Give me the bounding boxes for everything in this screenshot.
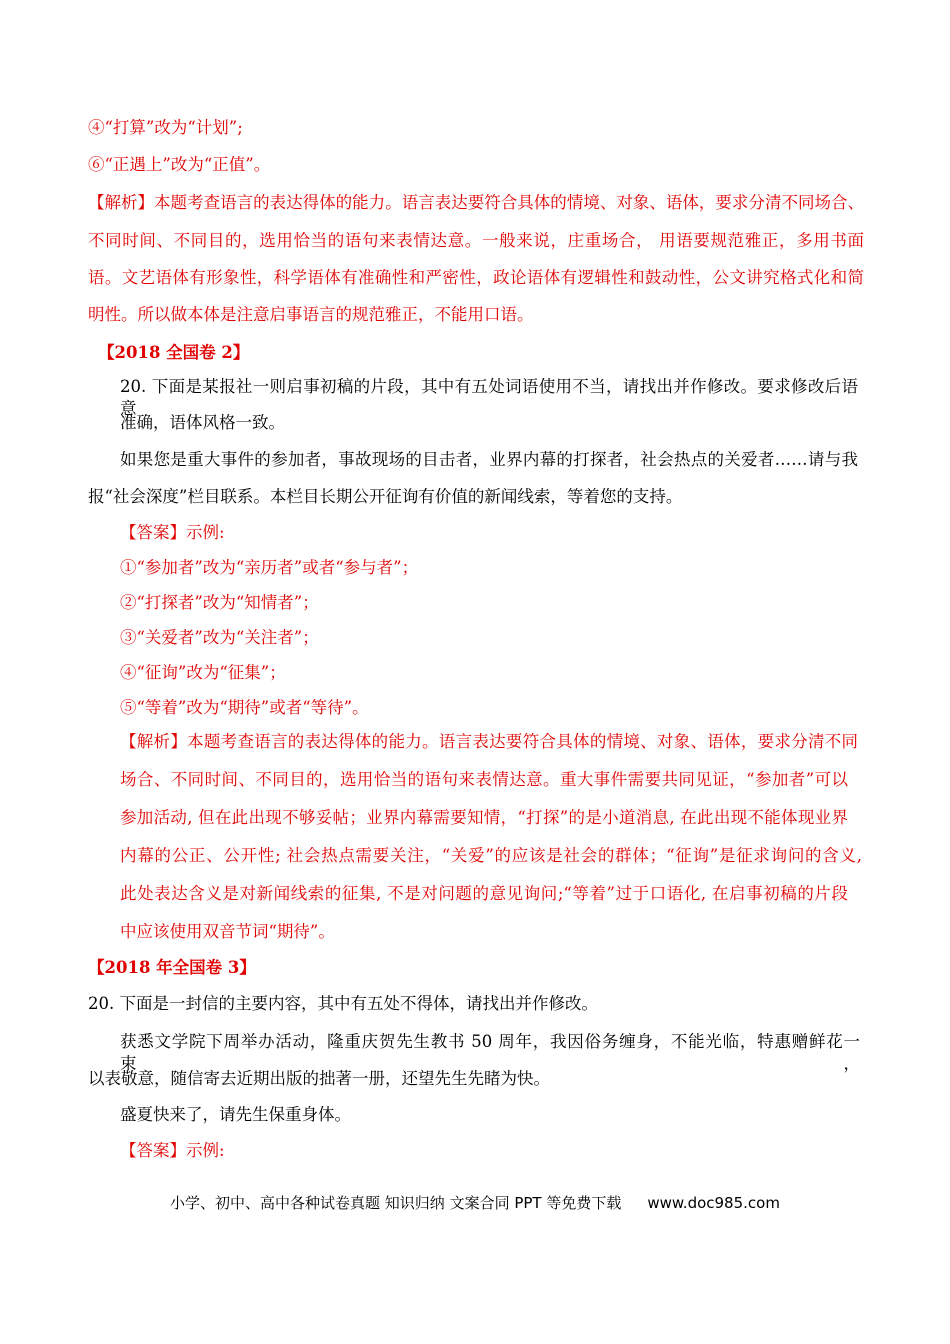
prev-analysis-line-2: 不同时间、不同目的，选用恰当的语句来表情达意。一般来说，庄重场合， 用语要规范雅正，多用书面 [88, 231, 864, 250]
q3-answer-label: 【答案】示例: [120, 1141, 225, 1160]
q2-analysis-line-1: 【解析】本题考查语言的表达得体的能力。语言表达要符合具体的情境、对象、语体，要求分清不同 [120, 732, 858, 751]
prev-analysis-line-1: 【解析】本题考查语言的表达得体的能力。语言表达要符合具体的情境、对象、语体，要求分清不同场合、 [88, 193, 864, 212]
q2-passage-line-2: 报“社会深度”栏目联系。本栏目长期公开征询有价值的新闻线索，等着您的支持。 [88, 487, 683, 506]
q2-analysis-line-5: 此处表达含义是对新闻线索的征集, 不是对问题的意见询问;“等着”过于口语化, 在启事初稿的片段 [120, 884, 848, 903]
q2-answer-1: ①“参加者”改为“亲历者”或者“参与者”； [120, 558, 419, 577]
q2-stem-line-1: 20. 下面是某报社一则启事初稿的片段，其中有五处词语使用不当，请找出并作修改。要求修改后语意 [120, 377, 858, 418]
q2-passage-line-1: 如果您是重大事件的参加者，事故现场的目击者，业界内幕的打探者，社会热点的关爱者……请与我 [120, 450, 858, 469]
q2-analysis-line-3: 参加活动, 但在此出现不够妥帖；业界内幕需要知情，“打探”的是小道消息, 在此出现不能体现业界 [120, 808, 848, 827]
q3-passage-line-3: 盛夏快来了，请先生保重身体。 [120, 1105, 351, 1124]
q2-answer-5: ⑤“等着”改为“期待”或者“等待”。 [120, 698, 369, 717]
q2-tag: 【2018 全国卷 2】 [98, 343, 250, 362]
q2-answer-label: 【答案】示例: [120, 523, 225, 542]
prev-analysis-line-3: 语。文艺语体有形象性，科学语体有准确性和严密性，政论语体有逻辑性和鼓动性，公文讲究格式化和简 [88, 268, 864, 287]
q2-analysis-line-2: 场合、不同时间、不同目的，选用恰当的语句来表情达意。重大事件需要共同见证，“参加者”可以 [120, 770, 848, 789]
q2-analysis-line-6: 中应该使用双音节词“期待”。 [120, 922, 335, 941]
q2-analysis-line-4: 内幕的公正、公开性; 社会热点需要关注，“关爱”的应该是社会的群体；“征询”是征求询问的含义, [120, 846, 862, 865]
q3-passage-line-2: 以表敬意，随信寄去近期出版的拙著一册，还望先生先睹为快。 [88, 1069, 550, 1088]
prev-answer-line-2: ⑥“正遇上”改为“正值”。 [88, 155, 271, 174]
prev-answer-line-1: ④“打算”改为“计划”; [88, 118, 243, 137]
prev-analysis-line-4: 明性。所以做本体是注意启事语言的规范雅正，不能用口语。 [88, 305, 534, 324]
footer-url[interactable]: www.doc985.com [647, 1194, 780, 1212]
q2-answer-3: ③“关爱者”改为“关注者”； [120, 628, 319, 647]
footer-text: 小学、初中、高中各种试卷真题 知识归纳 文案合同 PPT 等免费下载 [170, 1194, 622, 1212]
q2-answer-2: ②“打探者”改为“知情者”； [120, 593, 319, 612]
page-footer [0, 1192, 950, 1213]
q3-tag: 【2018 年全国卷 3】 [88, 958, 256, 977]
q3-passage-line-1: 获悉文学院下周举办活动，隆重庆贺先生教书 50 周年，我因俗务缠身，不能光临，特惠赠鲜花一束， [120, 1032, 860, 1073]
q3-stem: 20. 下面是一封信的主要内容，其中有五处不得体，请找出并作修改。 [88, 994, 598, 1013]
q2-answer-4: ④“征询”改为“征集”； [120, 663, 286, 682]
q2-stem-line-2: 准确，语体风格一致。 [120, 413, 285, 432]
